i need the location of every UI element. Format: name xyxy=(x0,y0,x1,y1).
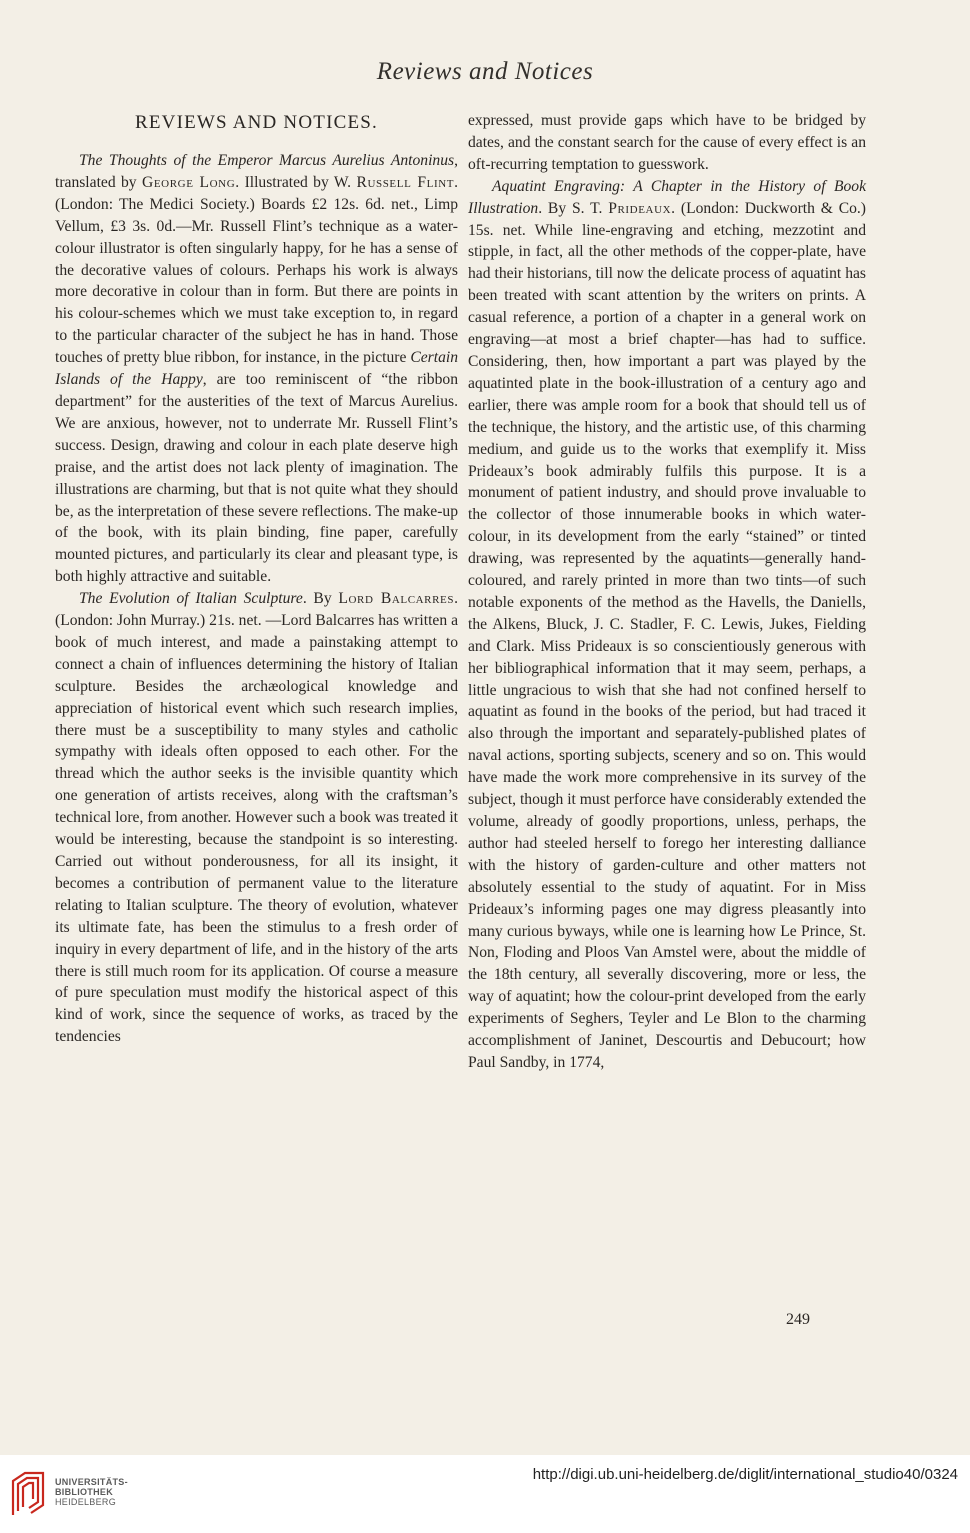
library-name-line-1: UNIVERSITÄTS- xyxy=(55,1477,128,1487)
text-run: . (London: Duckworth & Co.) 15s. net. While line-engraving and etching, mezzotint and stipple, in fact, all the other methods of the copper-plate, have had their historians, till now the delicate process of aquatint has been treated with scant attention by the writers on prints. A casual reference, a portion of a chapter in a general work on engraving—at most a brief chapter—has had to suffice. Considering, then, how important a part was played by the aquatinted plate in the book-illustration of a century ago and earlier, there was ample room for a book that should tell us of the technique, the history, and the artistic use, of this charming medium, and guide us to the works that exemplify it. Miss Prideaux’s book admirably fulfils this purpose. It is a monument of patient industry, and should prove invaluable to the collector of those innumerable books in which water-colour, in its development from the early “stained” or tinted drawing, was represented by the aquatints—generally hand-coloured, and rarely printed in more than two tints—of such notable exponents of the method as the Havells, the Daniells, the Alkens, Bluck, J. C. Stadler, F. C. Lewis, Jukes, Fielding and Clark. Miss Prideaux is so conscientiously generous with her bibliographical information that it may seem, perhaps, a little ungracious to wish that she had not confined herself to aquatint as found in the books of the period, but had traced it also through the important and separately-published plates of naval actions, sporting subjects, scenery and so on. This would have made the work more comprehensive in its survey of the subject, though it must perforce have considerably extended the volume, already of goodly proportions, unless, perhaps, the author had steeled herself to forego her interesting dalliance with the history of garden-culture and other matters not absolutely essential to the study of aquatint. For in Miss Prideaux’s informing pages one may digress pleasantly into many curious byways, while one is learning how Le Prince, St. Non, Floding and Ploos Van Amstel were, about the middle of the 18th century, all severally discovering, more or less, the way of aquatint; how the colour-print developed from the early experiments of Seghers, Teyler and Le Blon to the charming accomplishment of Janinet, Descourtis and Debucourt; how Paul Sandby, in 1774, xyxy=(468,199,867,1071)
left-column xyxy=(55,110,458,1048)
section-heading: REVIEWS AND NOTICES. xyxy=(134,112,379,133)
ub-heidelberg-logo-icon xyxy=(9,1469,47,1519)
right-column xyxy=(468,110,866,1074)
text-run: . (London: The Medici Society.) Boards £2 12s. 6d. net., Limp Vellum, £3 3s. 0d.—Mr. Russell Flint’s technique as a water-colour illustrator is often singularly happy, for he has a sense of the decorative values of colours. Perhaps his work is always more decorative in colour than in form. But there are points in his colour-schemes which we must take exception to, in regard to the particular character of the subject he has in hand. Those touches of pretty blue ribbon, for instance, in the picture xyxy=(55,173,459,367)
italic-title: Aquatint Engraving: A Chapter in the History of Book Illustration xyxy=(468,177,866,217)
text-run: , translated by xyxy=(55,152,458,191)
library-name-line-3: HEIDELBERG xyxy=(55,1497,117,1507)
italic-title: The Thoughts of the Emperor Marcus Aurelius Antoninus xyxy=(79,152,455,169)
small-caps-name: George Long xyxy=(142,173,236,191)
left-paragraphs xyxy=(55,150,458,1048)
small-caps-name: Prideaux xyxy=(608,199,672,217)
text-run: . (London: John Murray.) 21s. net. —Lord Balcarres has written a book of much interest, and made a painstaking attempt to connect a chain of influences determining the history of Italian sculpture. Besides the archæological knowledge and appreciation of historical event which such research implies, there must be a susceptibility to many styles and catholic sympathy with ideals often opposed to each other. For the thread which the author seeks is the invisible quantity which one generation of artists receives, along with the craftsman’s technical lore, from another. However such a book was treated it would be interesting, because the standpoint is so interesting. Carried out without ponderousness, for all its insight, it becomes a contribution of permanent value to the literature relating to Italian sculpture. The theory of evolution, whatever its ultimate fate, has been the stimulus to a fresh order of inquiry in every department of life, and in the history of the arts there is still much room for its application. Of course a measure of pure speculation must modify the historical aspect of this kind of work, since the sequence of works, as traced by the tendencies xyxy=(55,590,458,1046)
text-run: expressed, must provide gaps which have to be bridged by dates, and the constant search for the cause of every effect is an oft-recurring temptation to guesswork. xyxy=(468,112,866,173)
small-caps-name: Lord Balcarres xyxy=(338,590,455,608)
page-number: 249 xyxy=(786,1311,810,1328)
italic-title: Certain Islands of the Happy xyxy=(55,349,458,389)
text-run: . Illustrated by W. xyxy=(235,173,357,191)
right-paragraphs xyxy=(468,110,866,1074)
running-head: Reviews and Notices xyxy=(376,58,594,85)
italic-title: The Evolution of Italian Sculpture xyxy=(79,590,303,608)
review-paragraph xyxy=(468,176,866,1074)
review-paragraph xyxy=(468,110,866,176)
text-run: . By S. T. xyxy=(538,199,609,217)
text-run: . By xyxy=(302,590,339,608)
small-caps-name: Russell Flint xyxy=(356,173,455,191)
library-name-line-2: BIBLIOTHEK xyxy=(55,1487,113,1497)
text-run: , are too reminiscent of “the ribbon department” for the austerities of the text of Marcus Aurelius. We are anxious, however, not to underrate Mr. Russell Flint’s success. Design, drawing and colour in each plate deserve high praise, and the artist does not lack plenty of imagination. The illustrations are charming, but that is not quite what they should be, as the interpretation of these severe reflections. The make-up of the book, with its plain binding, fine paper, carefully mounted pictures, and particularly its clear and pleasant type, is both highly attractive and suitable. xyxy=(55,371,458,586)
review-paragraph xyxy=(55,588,458,1048)
library-name xyxy=(55,1477,128,1507)
footer xyxy=(0,1455,970,1533)
review-paragraph xyxy=(55,150,458,588)
source-url-link[interactable]: http://digi.ub.uni-heidelberg.de/diglit/international_studio40/0324 xyxy=(532,1466,958,1483)
